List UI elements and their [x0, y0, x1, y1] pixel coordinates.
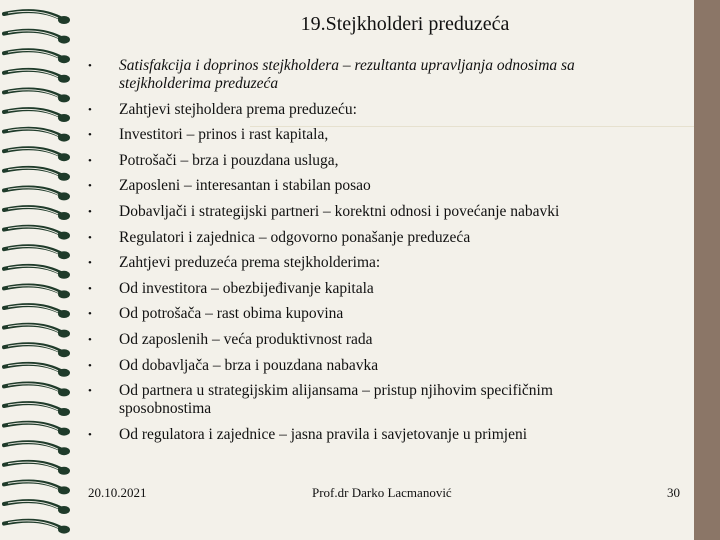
bullet-text: Satisfakcija i doprinos stejkholdera – rezultanta upravljanja odnosima sa stejkholderima preduzeća — [119, 57, 575, 92]
binding-ring-icon — [4, 168, 70, 181]
list-item — [84, 357, 644, 375]
slide-title: 19.Stejkholderi preduzeća — [300, 13, 510, 35]
binding-ring-icon — [4, 207, 70, 220]
bullet-icon: • — [88, 428, 92, 441]
bullet-icon: • — [88, 385, 92, 398]
bullet-icon: • — [88, 180, 92, 193]
binding-ring-icon — [4, 285, 70, 298]
binding-ring-icon — [4, 246, 70, 259]
bullet-icon: • — [88, 129, 92, 142]
bullet-text: Dobavljači i strategijski partneri – korektni odnosi i povećanje nabavki — [119, 202, 560, 220]
list-item — [84, 331, 644, 349]
bullet-icon: • — [88, 154, 92, 167]
binding-ring-icon — [4, 305, 70, 318]
bullet-text: Zahtjevi stejholdera prema preduzeću: — [119, 100, 357, 118]
bullet-icon: • — [88, 103, 92, 116]
list-item — [84, 280, 644, 298]
binding-ring-icon — [4, 89, 70, 102]
binding-ring-icon — [4, 50, 70, 63]
binding-ring-icon — [4, 227, 70, 240]
bullet-text: Od regulatora i zajednice – jasna pravila i savjetovanje u primjeni — [119, 425, 528, 443]
list-item — [84, 101, 644, 119]
bullet-text: Zaposleni – interesantan i stabilan posao — [119, 177, 371, 195]
binding-ring-icon — [4, 148, 70, 161]
binding-ring-icon — [4, 403, 70, 416]
spiral-binding-icon — [0, 0, 90, 540]
binding-ring-icon — [4, 423, 70, 436]
bullet-text: Od potrošača – rast obima kupovina — [119, 305, 344, 323]
bullet-icon: • — [88, 333, 92, 346]
binding-ring-icon — [4, 442, 70, 455]
bullet-text: Investitori – prinos i rast kapitala, — [119, 126, 329, 144]
bullet-icon: • — [88, 359, 92, 372]
footer-date: 20.10.2021 — [88, 485, 147, 500]
binding-ring-icon — [4, 325, 70, 338]
list-item — [84, 254, 644, 272]
list-item — [84, 229, 644, 247]
binding-ring-icon — [4, 521, 70, 534]
bullet-list — [84, 57, 644, 451]
binding-ring-icon — [4, 481, 70, 494]
list-item — [84, 305, 644, 323]
binding-ring-icon — [4, 364, 70, 377]
bullet-text: Od investitora – obezbijeđivanje kapitala — [119, 279, 374, 297]
bullet-icon: • — [88, 282, 92, 295]
bullet-icon: • — [88, 257, 92, 270]
list-item — [84, 126, 644, 144]
binding-ring-icon — [4, 383, 70, 396]
binding-ring-icon — [4, 129, 70, 142]
bullet-text: Zahtjevi preduzeća prema stejkholderima: — [119, 254, 381, 272]
bullet-icon: • — [88, 60, 92, 72]
bullet-text: Potrošači – brza i pouzdana usluga, — [119, 151, 339, 169]
list-item — [84, 203, 644, 221]
bullet-icon: • — [88, 205, 92, 218]
bullet-icon: • — [88, 308, 92, 321]
binding-ring-icon — [4, 109, 70, 122]
list-item — [84, 382, 644, 418]
bullet-text: Od dobavljača – brza i pouzdana nabavka — [119, 356, 379, 374]
binding-ring-icon — [4, 501, 70, 514]
list-item — [84, 177, 644, 195]
list-item — [84, 426, 644, 444]
bullet-text: Od partnera u strategijskim alijansama – pristup njihovim specifičnim sposobnostima — [119, 382, 553, 418]
bullet-text: Od zaposlenih – veća produktivnost rada — [119, 330, 373, 348]
binding-ring-icon — [4, 266, 70, 279]
binding-ring-icon — [4, 11, 70, 24]
footer-author: Prof.dr Darko Lacmanović — [312, 485, 452, 500]
binding-ring-icon — [4, 70, 70, 83]
binding-ring-icon — [4, 31, 70, 44]
binding-ring-icon — [4, 187, 70, 200]
list-item — [84, 57, 644, 93]
binding-ring-icon — [4, 344, 70, 357]
bullet-text: Regulatori i zajednica – odgovorno ponašanje preduzeća — [119, 228, 471, 246]
bullet-icon: • — [88, 231, 92, 244]
list-item — [84, 152, 644, 170]
page-number: 30 — [667, 485, 680, 500]
binding-ring-icon — [4, 462, 70, 475]
